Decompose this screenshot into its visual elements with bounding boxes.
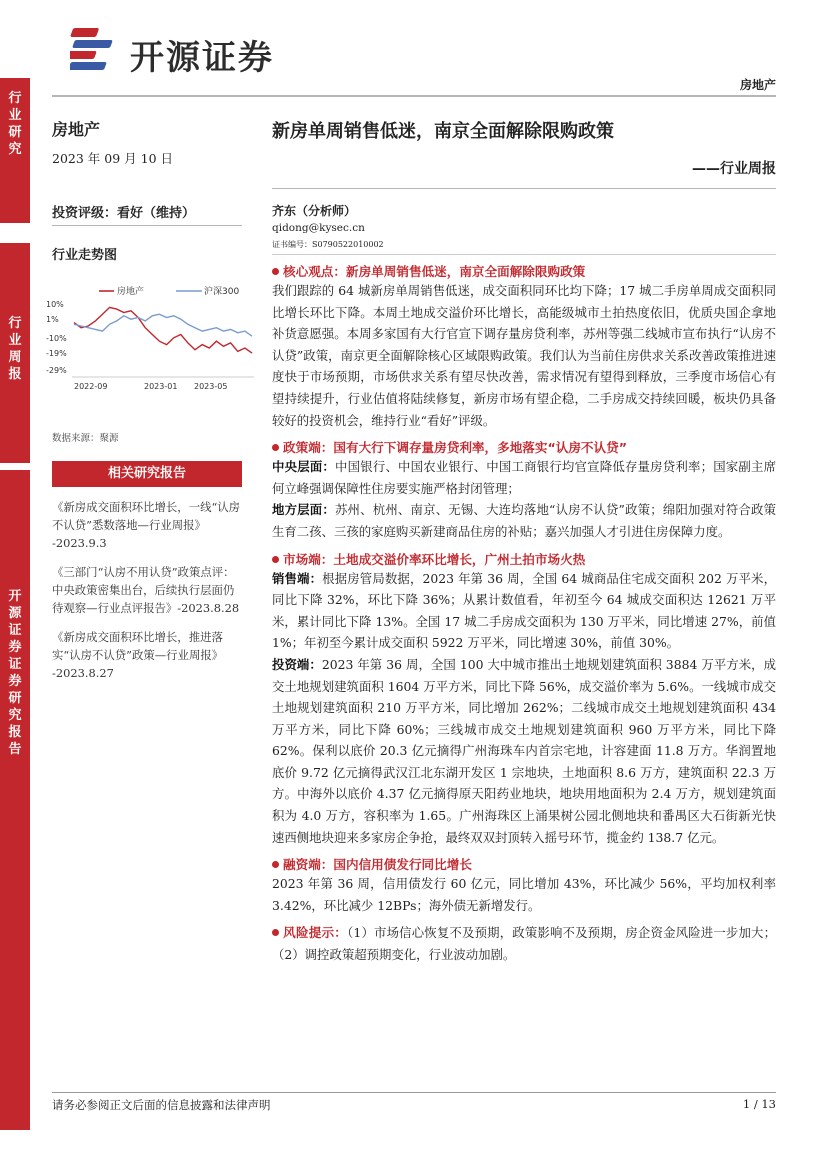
section-para-core: 我们跟踪的 64 城新房单周销售低迷，成交面积同环比均下降；17 城二手房单周成交面积同比增长环比下降。本周土地成交溢价环比增长，高能级城市土拍热度依旧，优质央国企拿地补货意愿强。本周多家国有大行官宣下调存量房贷利率，苏州等强二线城市宣布执行“认房不认贷”政策，南京更全面解除核心区域限购政策。我们认为当前住房供求关系改善政策推进速度快于市场预期，市场供求关系有望尽快改善，需求情况有望得到释放，三季度市场信心有望持续提升，行业估值将陆续修复，新房市场有望企稳，二手房成交持续回暖，板块仍具备较好的投资机会，维持行业“看好”评级。 <box>272 283 776 428</box>
section-heading-core: 核心观点：新房单周销售低迷，南京全面解除限购政策 <box>272 261 776 280</box>
header-sector: 房地产 <box>739 78 776 92</box>
related-report-2-title: 《三部门“认房不用认贷”政策点评：中央政策密集出台，后续执行层面仍待观察—行业点评报告》-2023.8.28 <box>52 565 240 615</box>
trend-chart-title: 行业走势图 <box>52 248 118 263</box>
brand-name: 开源证券 <box>130 38 274 78</box>
report-subtitle: ——行业周报 <box>692 161 776 177</box>
page-number: 1 / 13 <box>742 1097 776 1111</box>
y-tick-label: -19% <box>46 349 67 359</box>
report-date: 2023 年 09 月 10 日 <box>52 151 173 166</box>
section-heading-policy: 政策端：国有大行下调存量房贷利率，多地落实“认房不认贷” <box>272 437 776 456</box>
section-para-central: 中央层面：中国银行、中国农业银行、中国工商银行均官宣降低存量房贷利率；国家副主席何立峰强调保障性住房要实施严格封闭管理； <box>272 459 777 496</box>
section-heading-risk: 风险提示： <box>272 925 347 940</box>
title-rule <box>272 188 776 189</box>
analyst-cert: 证书编号：S0790522010002 <box>272 240 384 249</box>
x-tick-label: 2023-01 <box>144 382 178 391</box>
analyst-email[interactable]: qidong@kysec.cn <box>272 222 365 234</box>
y-tick-label: -29% <box>46 366 67 375</box>
related-report-3-title: 《新房成交面积环比增长，推进落实“认房不认贷”政策—行业周报》 <box>52 630 224 662</box>
side-label-weekly: 行业周报 <box>0 243 30 463</box>
x-tick-label: 2023-05 <box>194 382 228 391</box>
trend-chart <box>44 282 259 417</box>
section-heading-financing: 融资端：国内信用债发行同比增长 <box>272 854 776 873</box>
side-label-industry-research: 行业研究 <box>0 78 30 223</box>
series-line-csi300 <box>74 314 252 336</box>
y-tick-label: 10% <box>46 300 64 309</box>
brand-logo <box>70 26 126 76</box>
analyst-rule <box>272 254 776 255</box>
related-report-1-date: -2023.9.3 <box>52 536 107 550</box>
legend-label-csi300: 沪深300 <box>204 287 240 297</box>
y-tick-label: 1% <box>46 315 59 325</box>
related-report-1[interactable] <box>52 498 242 552</box>
section-para-investment: 投资端：2023 年第 36 周，全国 100 大中城市推出土地规划建筑面积 3884 万平方米，成交土地规划建筑面积 1604 万平方米，同比下降 56%，成交溢价率为 5.6%。一线城市成交土地规划建筑面积 210 万平方米，同比增加 262%；二线城市成交土地规划建筑面积 434 万平方米，同比下降 60%；三线城市成交土地规划建筑面积 960 万平方米，同比下降 62%。保利以底价 20.3 亿元摘得广州海珠车内首宗宅地，计容建面 11.8 万方。华润置地底价 9.72 亿元摘得武汉江北东湖开发区 1 宗地块，土地面积 8.6 万方，建筑面积 22.3 万方。中海外以底价 4.37 亿元摘得原天阳药业地块，地块用地面积为 2.4 万方，规划建筑面积为 4.0 万方，容积率为 1.65。广州海珠区上涌果树公园北侧地块和番禺区大石街新光快速西侧地块迎来多家房企争抢，最终双双封顶转入摇号环节，揽金约 138.7 亿元。 <box>272 656 776 845</box>
chart-source: 数据来源：聚源 <box>52 433 119 444</box>
main-body <box>272 261 776 966</box>
section-para-local: 地方层面：苏州、杭州、南京、无锡、大连均落地“认房不认贷”政策；绵阳加强对符合政策生育二孩、三孩的家庭购买新建商品住房的补贴；嘉兴加强人才引进住房保障力度。 <box>272 502 777 539</box>
footer-rule <box>52 1092 776 1093</box>
investment-rating: 投资评级：看好（维持） <box>52 206 196 221</box>
left-rule <box>52 225 242 226</box>
x-tick-label: 2022-09 <box>74 382 108 391</box>
header-rule <box>52 95 776 97</box>
related-reports-header: 相关研究报告 <box>52 461 242 487</box>
side-label-securities-report: 开源证券 证券研究报告 <box>0 470 30 1130</box>
related-report-1-title: 《新房成交面积环比增长，一线“认房不认贷”悉数落地—行业周报》 <box>52 500 241 532</box>
section-para-sales: 销售端：根据房管局数据，2023 年第 36 周，全国 64 城商品住宅成交面积 202 万平米，同比下降 32%，环比下降 36%；从累计数值看，年初至今 64 城成交面积达 12621 万平米，累计同比下降 13%。全国 17 城二手房成交面积为 130 万平米，同比增速 27%，前值 1%；年初至今累计成交面积 5922 万平米，同比增速 30%，前值 30%。 <box>272 570 776 651</box>
sector-label: 房地产 <box>52 120 101 139</box>
section-heading-market: 市场端：土地成交溢价率环比增长，广州土拍市场火热 <box>272 549 776 568</box>
footer-disclaimer: 请务必参阅正文后面的信息披露和法律声明 <box>52 1098 271 1112</box>
related-report-3[interactable] <box>52 628 242 682</box>
related-report-2[interactable] <box>52 563 242 617</box>
section-risk: 风险提示：（1）市场信心恢复不及预期，政策影响不及预期，房企资金风险进一步加大；（2）调控政策超预期变化，行业波动加剧。 <box>272 925 776 963</box>
legend-label-property: 房地产 <box>117 287 145 297</box>
y-tick-label: -10% <box>46 333 67 343</box>
section-para-financing: 2023 年第 36 周，信用债发行 60 亿元，同比增加 43%，环比减少 56%，平均加权利率 3.42%，环比减少 12BPs；海外债无新增发行。 <box>272 876 776 913</box>
related-report-3-date: -2023.8.27 <box>52 666 114 680</box>
analyst-name: 齐东（分析师） <box>272 204 357 218</box>
brand-logo-icon <box>70 26 126 72</box>
report-title: 新房单周销售低迷，南京全面解除限购政策 <box>272 121 614 142</box>
